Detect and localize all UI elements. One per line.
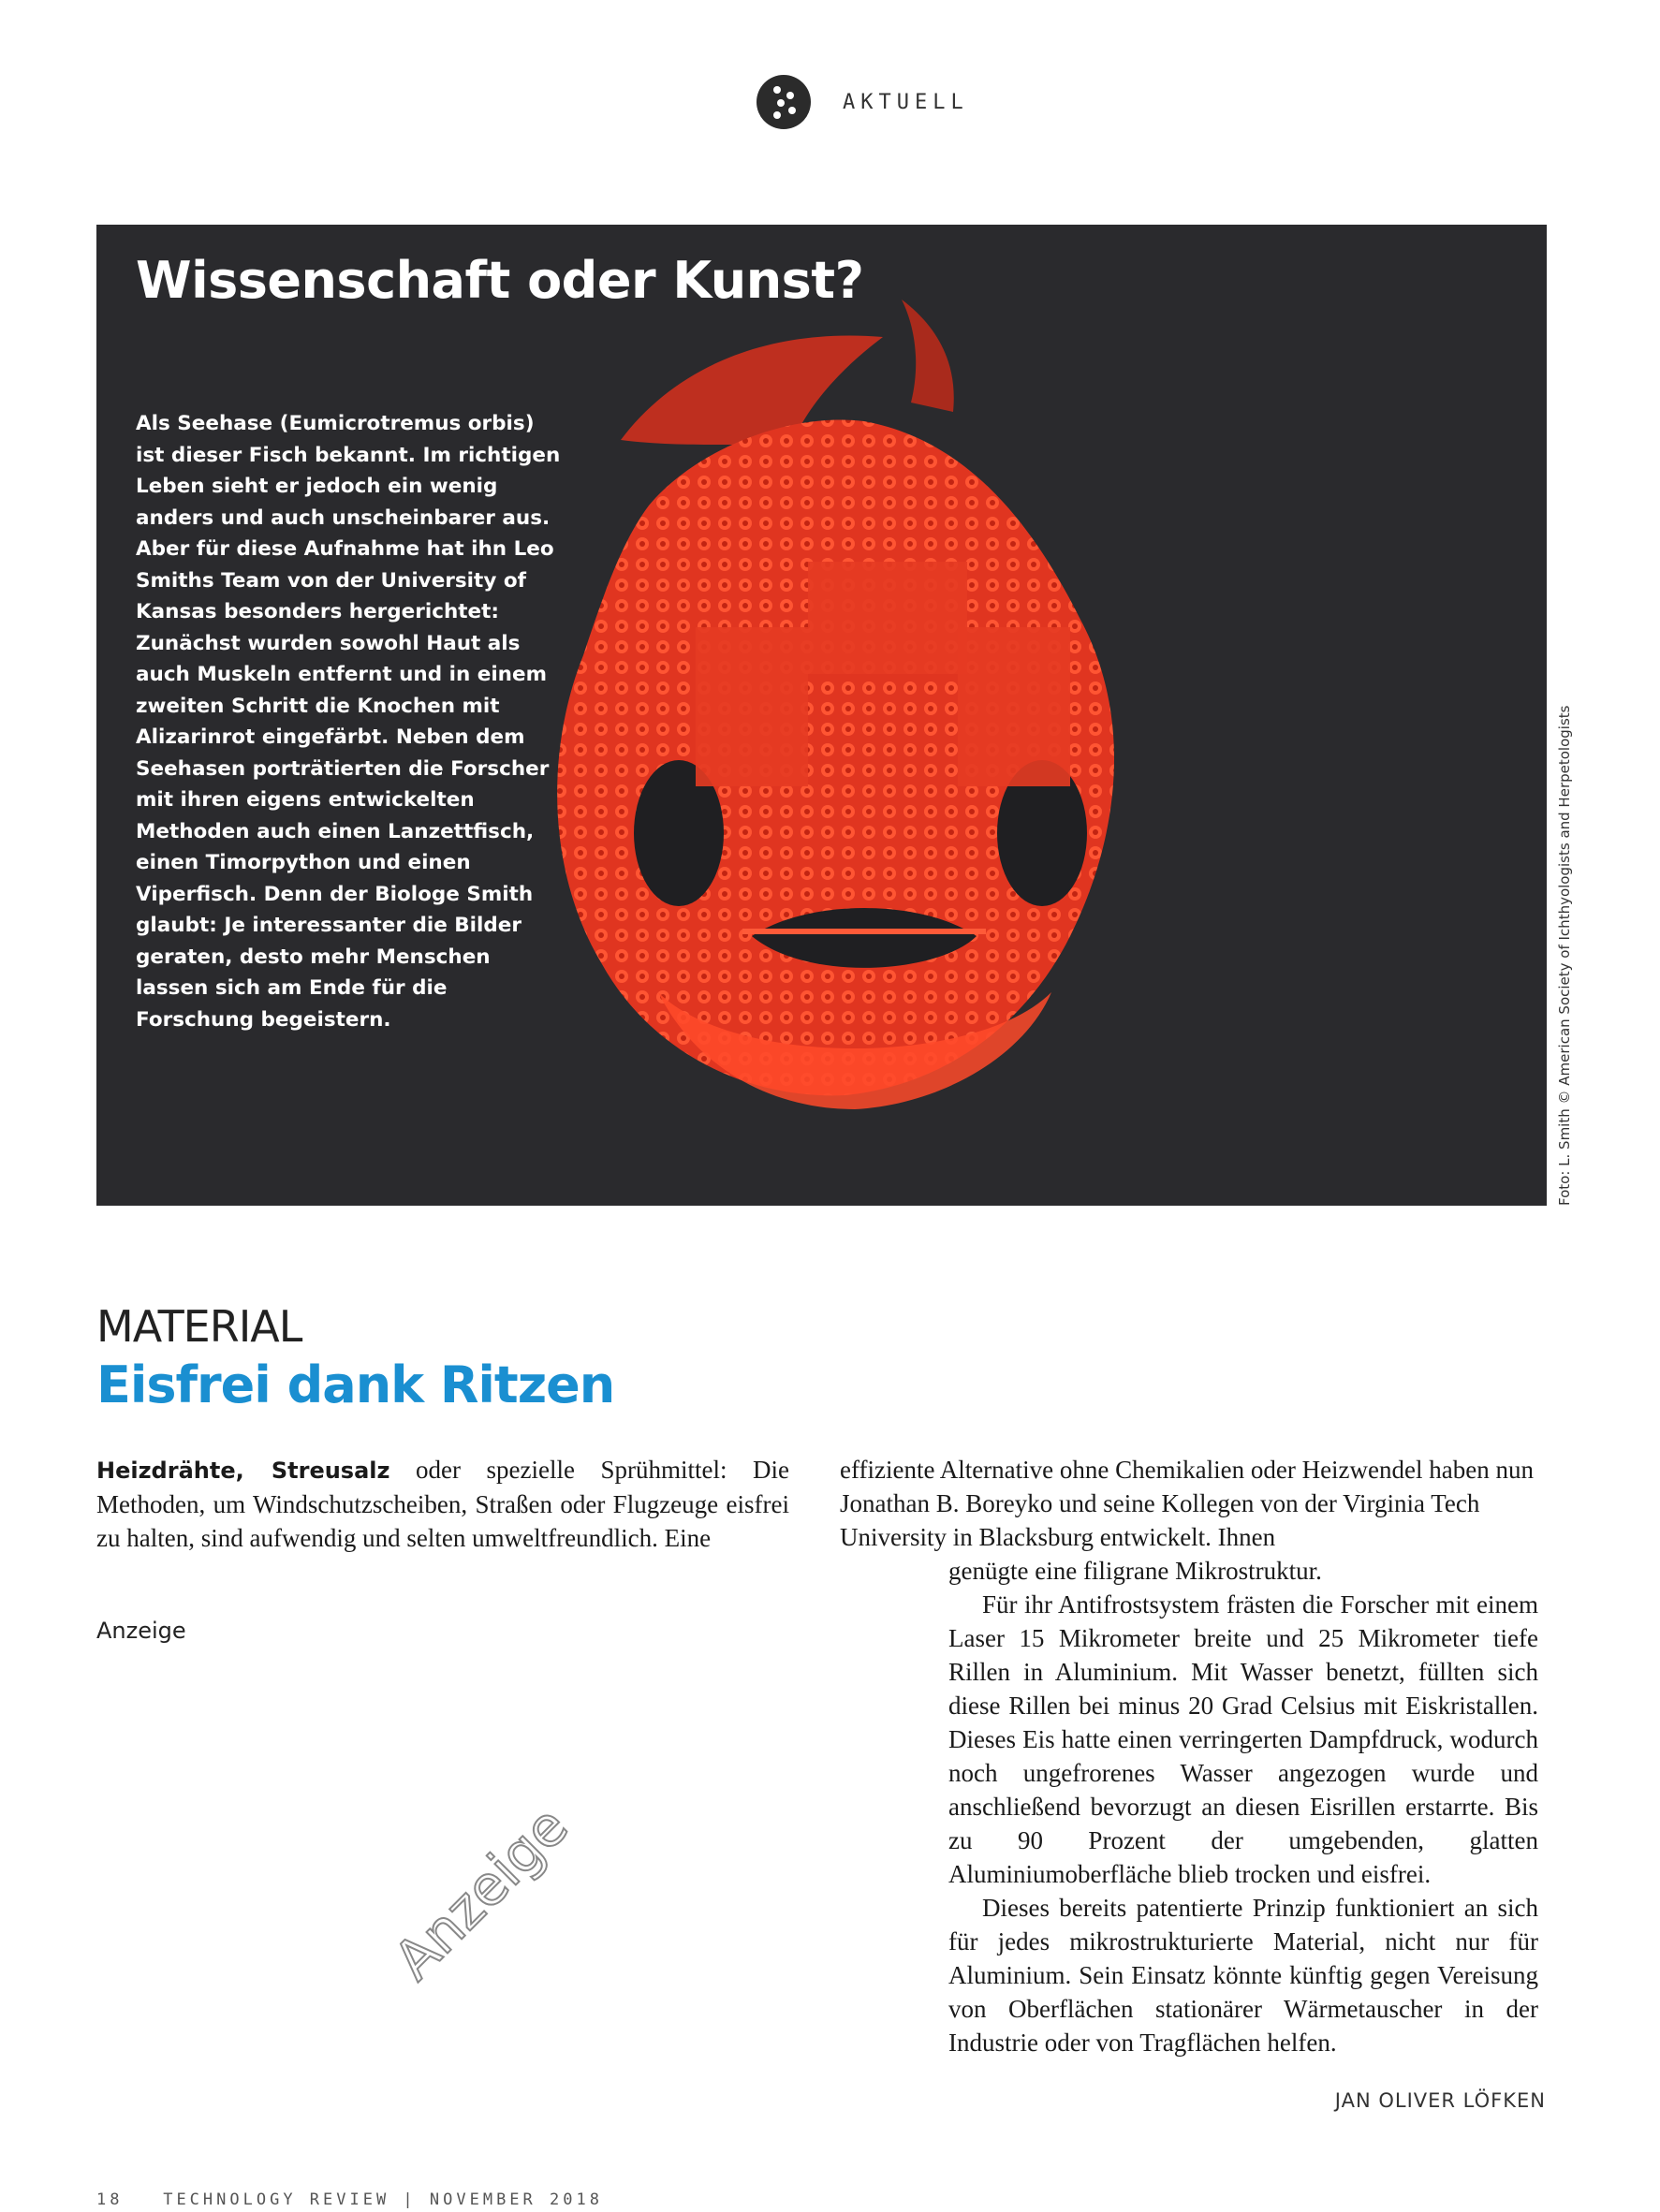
- article-kicker: MATERIAL: [96, 1301, 302, 1352]
- dotted-circle-icon: [757, 75, 811, 129]
- photo-caption: Als Seehase (Eumicrotremus orbis) ist dieser Fisch bekannt. Im richtigen Leben sieht er jedoch ein wenig anders und auch unscheinbarer aus. Aber für diese Aufnahme hat ihn Leo Smiths Team von der University of Kansas besonders hergerichtet: Zunächst wurden sowohl Haut als auch Muskeln entfernt und in einem zweiten Schritt die Knochen mit Alizarinrot eingefärbt. Neben dem Seehasen porträtierten die Forscher mit ihren eigens entwickelten Methoden auch einen Lanzettfisch, einen Timorpython und einen Viperfisch. Denn der Biologe Smith glaubt: Je interessanter die Bilder geraten, desto mehr Menschen lassen sich am Ende für die Forschung begeistern.: [136, 412, 561, 1032]
- ad-label: Anzeige: [96, 1618, 186, 1644]
- article-paragraph: Für ihr Antifrostsystem frästen die Forscher mit einem Laser 15 Mikrometer breite und 25 Mikrometer tiefe Rillen in Aluminium. Mit Wasser benetzt, füllten sich diese Rillen bei minus 20 Grad Celsius mit Eiskristallen. Dieses Eis hatte einen verringerten Dampfdruck, wodurch noch ungefrorenes Wasser angezogen wurde und anschließend bevorzugt an diesen Eisrillen erstarrte. Bis zu 90 Prozent der umgebenden, glatten Aluminiumoberfläche blieb trocken und eisfrei.: [948, 1590, 1538, 1888]
- photo-panel: [96, 225, 1547, 1206]
- photo-title: Wissenschaft oder Kunst?: [136, 251, 864, 310]
- article-column-2: effiziente Alternative ohne Chemikalien oder Heizwendel haben nun Jonathan B. Boreyko und seine Kollegen von der Virginia Tech University in Blacksburg entwickelt. Ihnen: [840, 1456, 1534, 1551]
- article-author: JAN OLIVER LÖFKEN: [1334, 2089, 1546, 2112]
- publication-name: TECHNOLOGY REVIEW | NOVEMBER 2018: [163, 2190, 603, 2209]
- article-headline: Eisfrei dank Ritzen: [96, 1355, 615, 1414]
- section-label: AKTUELL: [843, 90, 969, 114]
- page-footer: [96, 2190, 603, 2209]
- section-header: [757, 75, 969, 129]
- article-column-1: [96, 1453, 789, 1555]
- article-lead-words: Heizdrähte, Streusalz: [96, 1458, 390, 1484]
- article-paragraph: Dieses bereits patentierte Prinzip funktioniert an sich für jedes mikrostrukturierte Material, nicht nur für Aluminium. Sein Einsatz könnte künftig gegen Vereisung von Oberflächen stationärer Wärmetauscher in der Industrie oder von Tragflächen helfen.: [948, 1894, 1538, 2057]
- article-paragraph: genügte eine filigrane Mikrostruktur.: [948, 1557, 1322, 1585]
- page-number: 18: [96, 2190, 124, 2209]
- article-col1-text: oder spezielle Sprühmittel: Die Methoden, um Windschutzscheiben, Straßen oder Flugzeuge eisfrei zu halten, sind aufwendig und selten umweltfreundlich. Eine: [96, 1456, 790, 1552]
- article-column-3: [948, 1554, 1538, 2059]
- photo-credit: Foto: L. Smith © American Society of Ichthyologists and Herpetologists: [1556, 705, 1573, 1206]
- ad-watermark: Anzeige: [382, 1794, 580, 1993]
